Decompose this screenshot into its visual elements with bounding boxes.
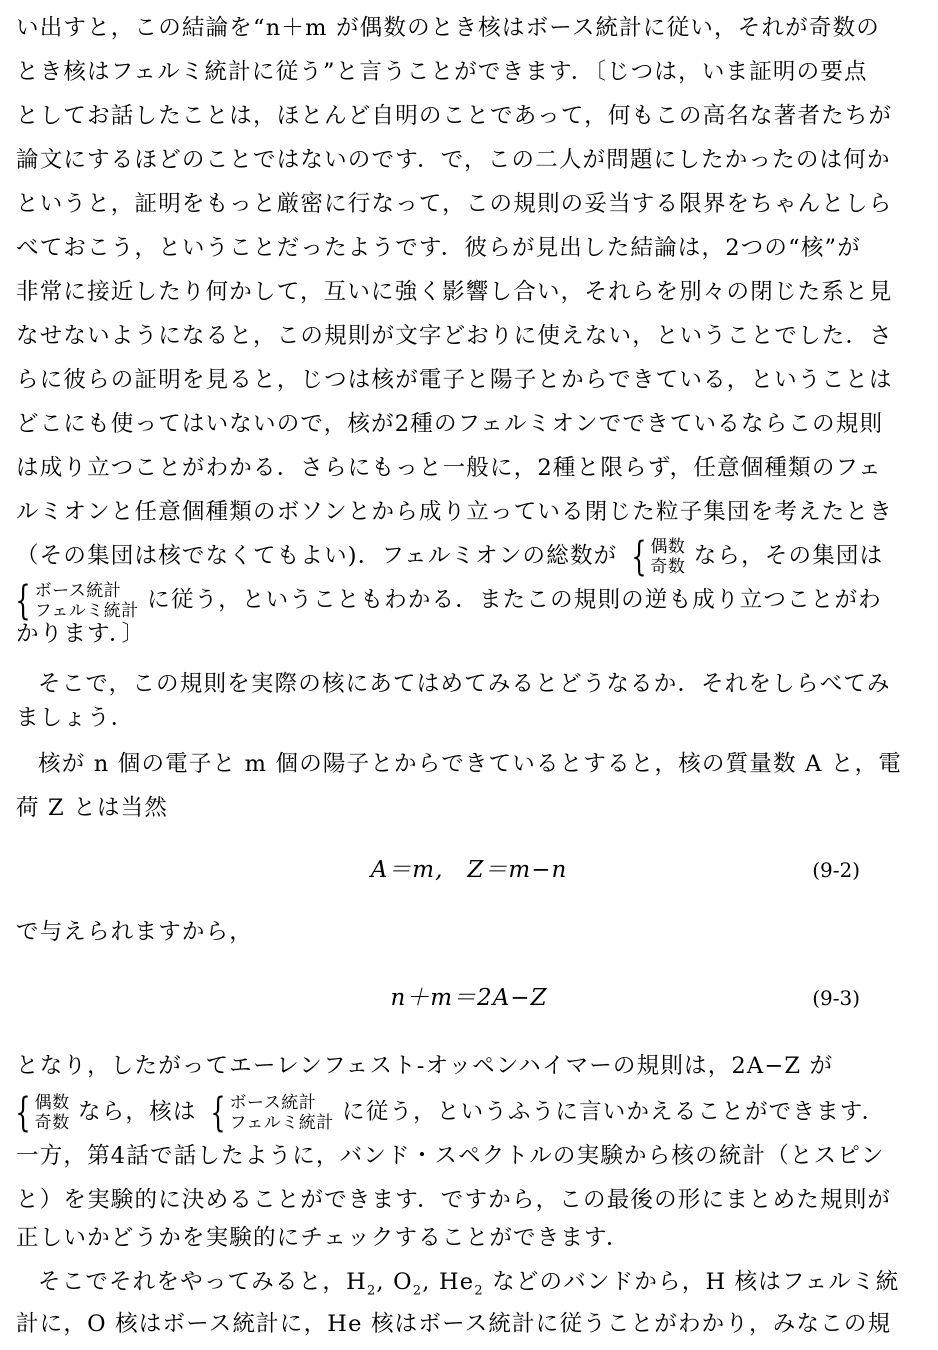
subscript: 2 bbox=[474, 1283, 484, 1299]
text-line: 正しいかどうかを実験的にチェックすることができます． bbox=[16, 1225, 630, 1251]
brace-even-odd: { 偶数 奇数 bbox=[631, 534, 686, 580]
text-line: 非常に接近したり何かして，互いに強く影響し合い，それらを別々の閉じた系と見 bbox=[16, 279, 893, 305]
text-segment: に従う，ということもわかる．またこの規則の逆も成り立つことがわ bbox=[147, 587, 882, 613]
text-line: ルミオンと任意個種類のボソンとから成り立っている閉じた粒子集団を考えたとき bbox=[16, 499, 893, 525]
text-segment: に従う，というふうに言いかえることができます． bbox=[342, 1099, 886, 1125]
text-line: とき核はフェルミ統計に従う”と言うことができます．〔じつは，いま証明の要点 bbox=[16, 59, 868, 85]
brace-fermi: フェルミ統計 bbox=[34, 601, 139, 621]
brace-statistics: { ボース統計 フェルミ統計 bbox=[210, 1090, 334, 1136]
text-line: で与えられますから， bbox=[16, 919, 254, 945]
brace-even: 偶数 bbox=[650, 537, 686, 557]
text-line: 論文にするほどのことではないのです．で，この二人が問題にしたかったのは何か bbox=[16, 147, 891, 173]
text-line: は成り立つことがわかる．さらにもっと一般に，2種と限らず，任意個種類のフェ bbox=[16, 455, 882, 481]
text-line: となり，したがってエーレンフェスト‐オッペンハイマーの規則は，2A−Z が bbox=[16, 1053, 834, 1079]
brace-even: 偶数 bbox=[34, 1093, 70, 1113]
subscript: 2 bbox=[412, 1283, 423, 1299]
equation-formula: n＋m＝2A−Z bbox=[390, 985, 548, 1011]
text-line: 核が n 個の電子と m 個の陽子とからできているとすると，核の質量数 A と，電 bbox=[38, 751, 902, 777]
text-line: べておこう，ということだったようです．彼らが見出した結論は，2つの“核”が bbox=[16, 235, 861, 261]
text-line bbox=[16, 1260, 938, 1304]
subscript: 2 bbox=[366, 1283, 377, 1299]
brace-fermi: フェルミ統計 bbox=[229, 1113, 334, 1133]
equation-number: (9-2) bbox=[812, 858, 860, 882]
text-line: としてお話したことは，ほとんど自明のことであって，何もこの高名な著者たちが bbox=[16, 103, 893, 129]
text-line: と）を実験的に決めることができます．ですから，この最後の形にまとめた規則が bbox=[16, 1187, 892, 1213]
text-line: ましょう． bbox=[16, 705, 135, 731]
text-line: なせないようになると，この規則が文字どおりに使えない，ということでした．さ bbox=[16, 323, 893, 349]
text-segment: などのバンドから，H 核はフェルミ統 bbox=[483, 1269, 900, 1295]
text-segment: なら，その集団は bbox=[693, 543, 884, 569]
text-line: らに彼らの証明を見ると，じつは核が電子と陽子とからできている，ということは bbox=[16, 367, 893, 393]
text-segment: そこでそれをやってみると，H bbox=[38, 1269, 367, 1295]
text-line: 一方，第4話で話したように，バンド・スペクトルの実験から核の統計（とスピン bbox=[16, 1143, 885, 1169]
brace-statistics: { ボース統計 フェルミ統計 bbox=[15, 578, 139, 624]
text-segment: なら，核は bbox=[78, 1099, 197, 1125]
text-segment: （その集団は核でなくてもよい)．フェルミオンの総数が bbox=[16, 543, 618, 569]
text-line: かります．〕 bbox=[16, 621, 146, 647]
brace-bose: ボース統計 bbox=[229, 1093, 317, 1113]
text-line: そこで，この規則を実際の核にあてはめてみるとどうなるか．それをしらべてみ bbox=[38, 671, 891, 697]
equation-9-2 bbox=[16, 848, 922, 892]
text-line: 計に，O 核はボース統計に，He 核はボース統計に従うことがわかり，みなこの規 bbox=[16, 1311, 892, 1337]
text-line-with-brace bbox=[16, 1090, 922, 1134]
text-line: どこにも使ってはいないので，核が2種のフェルミオンでできているならこの規則 bbox=[16, 411, 884, 437]
text-line: い出すと，この結論を“n＋m が偶数のとき核はボース統計に従い，それが奇数の bbox=[16, 15, 880, 41]
brace-even-odd: { 偶数 奇数 bbox=[15, 1090, 70, 1136]
text-line: 荷 Z とは当然 bbox=[16, 795, 169, 821]
brace-odd: 奇数 bbox=[650, 557, 686, 577]
brace-bose: ボース統計 bbox=[34, 581, 122, 601]
equation-9-3 bbox=[16, 976, 922, 1020]
text-segment: , O bbox=[376, 1269, 413, 1295]
equation-formula: A＝m, Z＝m−n bbox=[370, 857, 568, 883]
text-line-with-brace bbox=[16, 534, 922, 578]
brace-odd: 奇数 bbox=[34, 1113, 70, 1133]
text-line: というと，証明をもっと厳密に行なって，この規則の妥当する限界をちゃんとしら bbox=[16, 191, 893, 217]
equation-number: (9-3) bbox=[812, 986, 860, 1010]
text-segment: , He bbox=[422, 1269, 475, 1295]
